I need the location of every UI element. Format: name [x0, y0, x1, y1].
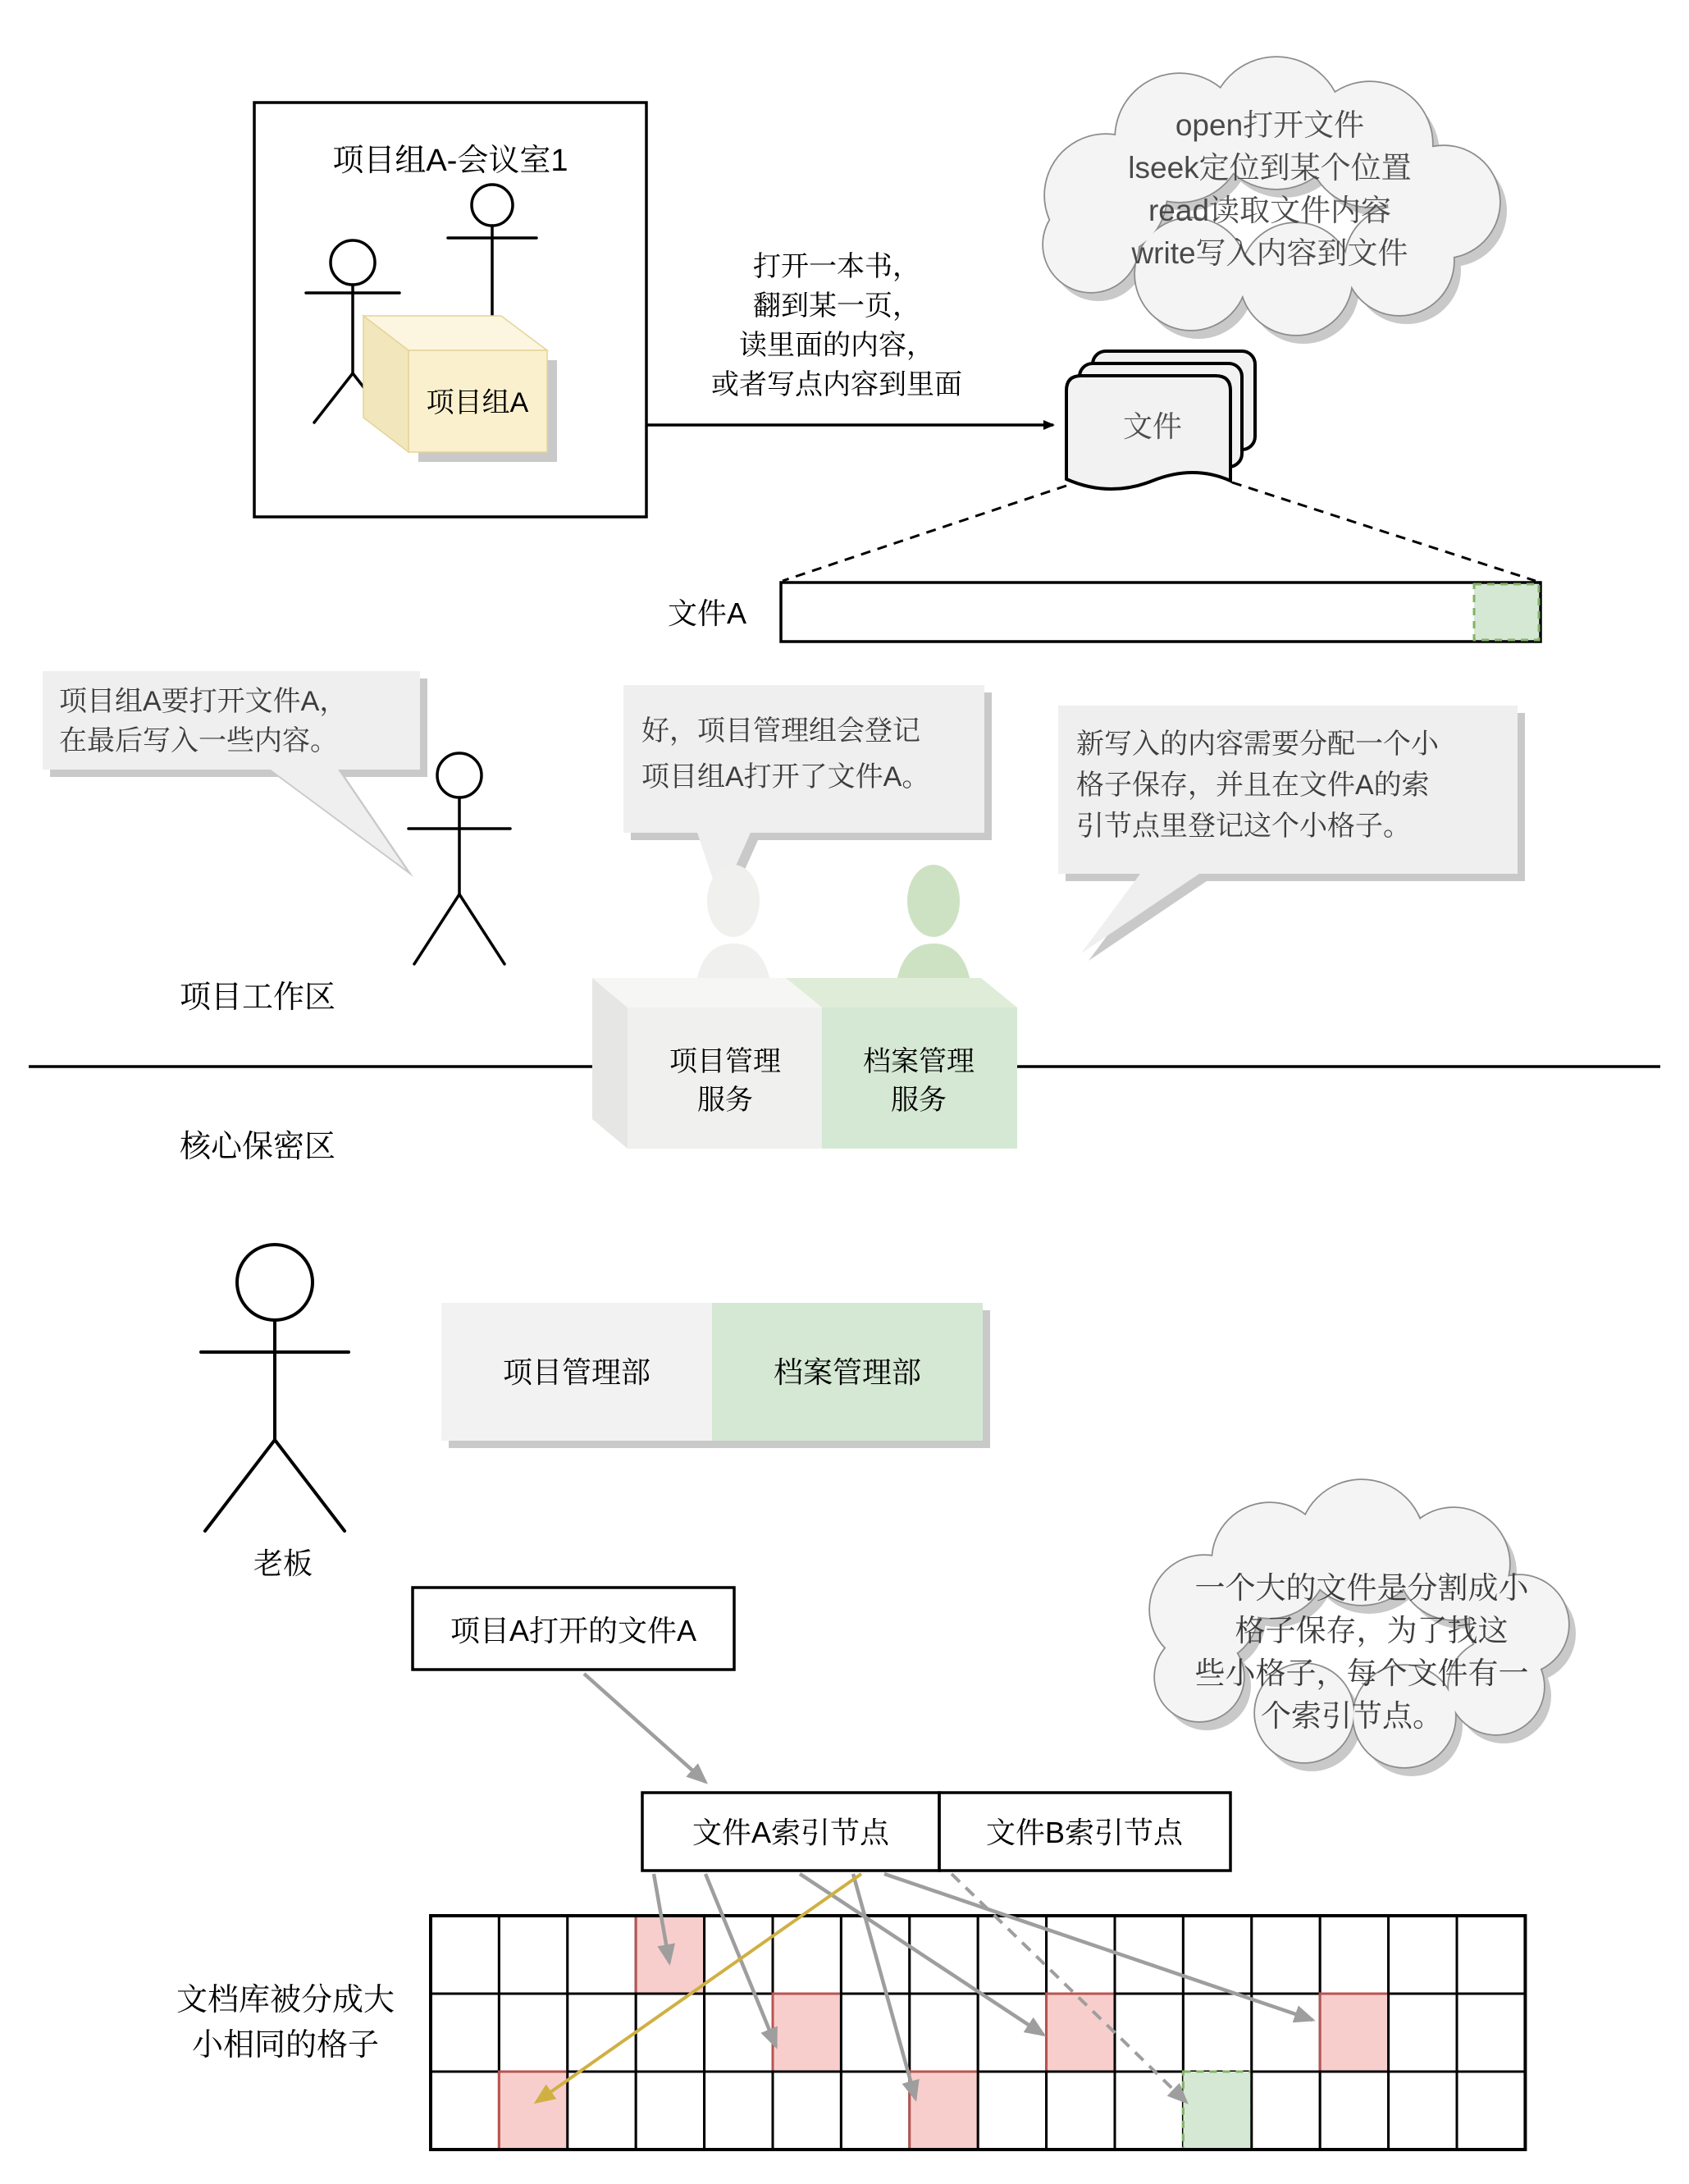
- svg-text:引节点里登记这个小格子。: 引节点里登记这个小格子。: [1076, 811, 1411, 842]
- grid-cell: [1115, 1994, 1183, 2072]
- grid-cell: [705, 2072, 773, 2150]
- grid-cell: [499, 1916, 567, 1994]
- grid-cell: [1457, 2072, 1525, 2150]
- svg-text:文件B索引节点: 文件B索引节点: [985, 1816, 1184, 1849]
- grid-cell: [1389, 1916, 1457, 1994]
- svg-text:lseek定位到某个位置: lseek定位到某个位置: [1128, 151, 1412, 185]
- grid-cell: [705, 1994, 773, 2072]
- bubble-project-group: [43, 671, 427, 877]
- desk-archive-half: [822, 1007, 1017, 1149]
- zone-secure-label: 核心保密区: [179, 1130, 336, 1164]
- svg-text:项目A打开的文件A: 项目A打开的文件A: [450, 1614, 697, 1647]
- grid-cell: [1252, 1994, 1320, 2072]
- grid-cell: [1183, 2072, 1251, 2150]
- svg-text:翻到某一页，: 翻到某一页，: [753, 290, 920, 322]
- grid-cell: [773, 1994, 841, 2072]
- svg-text:项目组A要打开文件A，: 项目组A要打开文件A，: [59, 686, 348, 717]
- svg-text:服务: 服务: [697, 1085, 753, 1116]
- grid-caption: 小相同的格子: [191, 2028, 380, 2063]
- file-stack-icon: [1066, 351, 1255, 489]
- grid-cell: [1389, 2072, 1457, 2150]
- department-boxes: [441, 1303, 990, 1448]
- worker-stick-figure: [409, 753, 510, 964]
- grid-cell: [841, 2072, 909, 2150]
- svg-text:服务: 服务: [891, 1085, 947, 1116]
- grid-cell: [1252, 1916, 1320, 1994]
- grid-cell: [431, 2072, 499, 2150]
- grid-cell: [568, 2072, 636, 2150]
- svg-text:新写入的内容需要分配一个小: 新写入的内容需要分配一个小: [1076, 729, 1439, 760]
- expand-dash-left: [783, 486, 1066, 581]
- grid-cell: [978, 2072, 1046, 2150]
- grid-cell: [568, 1994, 636, 2072]
- svg-text:读里面的内容，: 读里面的内容，: [739, 330, 934, 361]
- grid-cell: [1457, 1994, 1525, 2072]
- file-a-bar-label: 文件A: [667, 596, 747, 630]
- grid-cell: [1183, 1916, 1251, 1994]
- link-openedfile-to-inode-a: [584, 1674, 705, 1782]
- grid-cell: [1320, 1994, 1388, 2072]
- service-desk: [592, 978, 1017, 1149]
- syscall-cloud: [1043, 57, 1507, 344]
- expand-dash-right: [1232, 482, 1536, 581]
- svg-text:项目组A打开了文件A。: 项目组A打开了文件A。: [641, 761, 930, 793]
- grid-cell: [1252, 2072, 1320, 2150]
- new-block-cell: [1474, 584, 1539, 640]
- meeting-room-title: 项目组A-会议室1: [332, 144, 568, 178]
- grid-cell: [636, 1994, 704, 2072]
- cube-label: 项目组A: [426, 387, 529, 418]
- svg-text:个索引节点。: 个索引节点。: [1261, 1699, 1443, 1733]
- grid-cell: [841, 1994, 909, 2072]
- zone-work-label: 项目工作区: [179, 980, 336, 1015]
- svg-text:一个大的文件是分割成小: 一个大的文件是分割成小: [1194, 1571, 1529, 1605]
- svg-text:些小格子，每个文件有一: 些小格子，每个文件有一: [1194, 1656, 1529, 1690]
- svg-text:打开一本书，: 打开一本书，: [753, 251, 920, 282]
- svg-text:档案管理部: 档案管理部: [773, 1355, 922, 1389]
- grid-cell: [1320, 1916, 1388, 1994]
- grid-cell: [568, 1916, 636, 1994]
- svg-text:项目管理: 项目管理: [669, 1046, 781, 1077]
- grid-cell: [1047, 1994, 1115, 2072]
- open-book-note: [711, 251, 962, 400]
- grid-cell: [499, 1994, 567, 2072]
- grid-cell: [1320, 2072, 1388, 2150]
- grid-cell: [499, 2072, 567, 2150]
- grid-cell: [1183, 1994, 1251, 2072]
- grid-cell: [636, 1916, 704, 1994]
- svg-text:文件A索引节点: 文件A索引节点: [692, 1816, 890, 1849]
- svg-text:好，项目管理组会登记: 好，项目管理组会登记: [641, 715, 920, 747]
- inode-cloud: [1150, 1480, 1576, 1776]
- block-grid: [431, 1916, 1525, 2150]
- boss-label: 老板: [253, 1547, 313, 1580]
- grid-cell: [431, 1916, 499, 1994]
- grid-caption: 文档库被分成大: [176, 1983, 395, 2017]
- svg-text:格子保存，为了找这: 格子保存，为了找这: [1235, 1614, 1509, 1647]
- grid-cell: [1047, 1916, 1115, 1994]
- grid-cell: [636, 2072, 704, 2150]
- svg-text:格子保存，并且在文件A的索: 格子保存，并且在文件A的索: [1076, 770, 1430, 801]
- grid-cell: [431, 1994, 499, 2072]
- svg-text:open打开文件: open打开文件: [1175, 108, 1365, 142]
- desk-pm-half: [628, 1007, 822, 1149]
- svg-text:项目管理部: 项目管理部: [502, 1355, 651, 1389]
- bubble-archive-service: [1058, 706, 1525, 961]
- grid-cell: [910, 2072, 978, 2150]
- svg-text:write写入内容到文件: write写入内容到文件: [1131, 236, 1408, 270]
- svg-text:read读取文件内容: read读取文件内容: [1148, 194, 1392, 227]
- boss-stick-figure: [201, 1245, 349, 1531]
- svg-text:在最后写入一些内容。: 在最后写入一些内容。: [59, 725, 338, 756]
- grid-cell: [978, 1994, 1046, 2072]
- grid-cell: [910, 1994, 978, 2072]
- file-a-bar: [668, 583, 1541, 642]
- grid-cell: [1389, 1994, 1457, 2072]
- grid-cell: [773, 2072, 841, 2150]
- svg-text:或者写点内容到里面: 或者写点内容到里面: [711, 369, 962, 400]
- grid-cell: [1115, 2072, 1183, 2150]
- project-group-cube: [363, 316, 557, 462]
- grid-cell: [1457, 1916, 1525, 1994]
- file-stack-label: 文件: [1122, 409, 1183, 443]
- svg-text:档案管理: 档案管理: [863, 1046, 975, 1077]
- grid-cell: [1047, 2072, 1115, 2150]
